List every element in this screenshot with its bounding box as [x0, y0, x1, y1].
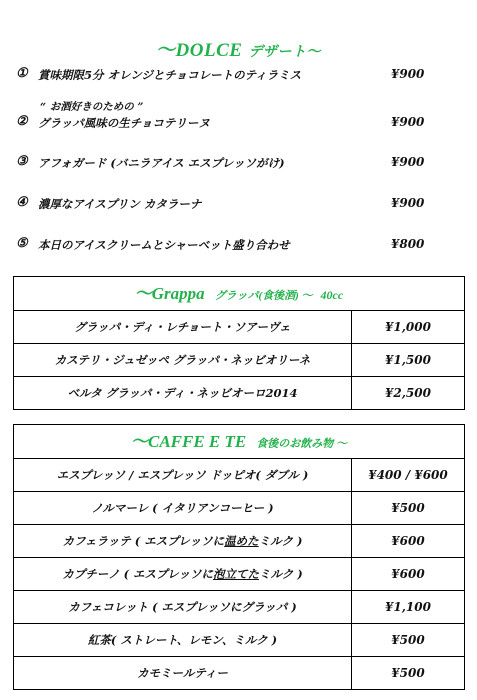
item-number: ④	[16, 195, 28, 210]
dolce-title-main: ～DOLCE	[156, 40, 243, 61]
item-name: 本日のアイスクリームとシャーベット盛り合わせ	[38, 238, 290, 252]
dolce-title-jp: デザート～	[248, 45, 321, 60]
drink-name-underlined: 温めた	[224, 534, 259, 548]
drink-name: カモミールティー	[14, 657, 352, 689]
item-number: ③	[16, 154, 28, 169]
caffe-title: ～CAFFE E TE	[130, 432, 247, 451]
drink-price: ¥2,500	[385, 386, 431, 400]
drink-name: ベルタ グラッパ・ディ・ネッビオーロ2014	[14, 377, 352, 409]
dolce-note: “ お酒好きのための ”	[40, 101, 144, 113]
item-price: ¥900	[391, 67, 425, 81]
grappa-header	[14, 277, 464, 311]
item-price: ¥900	[391, 196, 425, 210]
item-name: 賞味期限5分 オレンジとチョコレートのティラミス	[38, 68, 302, 82]
drink-price: ¥1,100	[385, 600, 431, 614]
drink-price: ¥600	[391, 534, 425, 548]
table-row	[14, 344, 464, 377]
table-row	[14, 657, 464, 689]
drink-name: エスプレッソ / エスプレッソ ドッピオ( ダブル )	[14, 459, 352, 491]
dolce-title	[0, 35, 477, 62]
dolce-item	[16, 66, 461, 88]
grappa-title: ～Grappa	[134, 284, 205, 303]
drink-name-part: カフェラッテ ( エスプレッソに	[62, 534, 225, 548]
item-price: ¥900	[391, 115, 425, 129]
drink-name-part: カプチーノ ( エスプレッソに	[62, 567, 213, 581]
caffe-header	[14, 425, 464, 459]
item-name: アフォガード (バニラアイス エスプレッソがけ)	[38, 156, 285, 170]
item-number: ②	[16, 114, 28, 129]
table-row	[14, 591, 464, 624]
item-price: ¥900	[391, 155, 425, 169]
table-row	[14, 459, 464, 492]
drink-price: ¥600	[391, 567, 425, 581]
drink-name: 紅茶( ストレート、レモン、ミルク )	[14, 624, 352, 656]
drink-price: ¥400 / ¥600	[368, 468, 448, 482]
item-name: グラッパ風味の生チョコテリーヌ	[38, 116, 210, 130]
drink-price: ¥500	[391, 633, 425, 647]
dolce-item	[16, 154, 461, 176]
caffe-section	[13, 424, 465, 690]
drink-name-underlined: 泡立てた	[212, 567, 259, 581]
table-row	[14, 377, 464, 409]
drink-price: ¥1,000	[385, 320, 431, 334]
drink-name: ノルマーレ ( イタリアンコーヒー )	[14, 492, 352, 524]
item-name: 濃厚なアイスプリン カタラーナ	[38, 197, 202, 211]
table-row	[14, 624, 464, 657]
dolce-item	[16, 195, 461, 217]
drink-name	[14, 525, 352, 557]
grappa-subtitle: グラッパ(食後酒) ～	[214, 290, 313, 302]
table-row	[14, 558, 464, 591]
dolce-item	[16, 236, 461, 258]
table-row	[14, 311, 464, 344]
table-row	[14, 525, 464, 558]
table-row	[14, 492, 464, 525]
drink-name-part: ミルク )	[258, 534, 303, 548]
grappa-section	[13, 276, 465, 410]
item-number: ①	[16, 66, 28, 81]
drink-price: ¥500	[391, 666, 425, 680]
drink-name	[14, 558, 352, 590]
grappa-volume: 40cc	[320, 288, 344, 302]
drink-price: ¥1,500	[385, 353, 431, 367]
item-price: ¥800	[391, 237, 425, 251]
drink-name: グラッパ・ディ・レチョート・ソアーヴェ	[14, 311, 352, 343]
item-number: ⑤	[16, 236, 28, 251]
drink-price: ¥500	[391, 501, 425, 515]
caffe-subtitle: 食後のお飲み物 ～	[256, 438, 347, 450]
drink-name-part: ミルク )	[258, 567, 303, 581]
dolce-item	[16, 114, 461, 136]
drink-name: カステリ・ジュゼッペ グラッパ・ネッビオリーネ	[14, 344, 352, 376]
drink-name: カフェコレット ( エスプレッソにグラッパ )	[14, 591, 352, 623]
